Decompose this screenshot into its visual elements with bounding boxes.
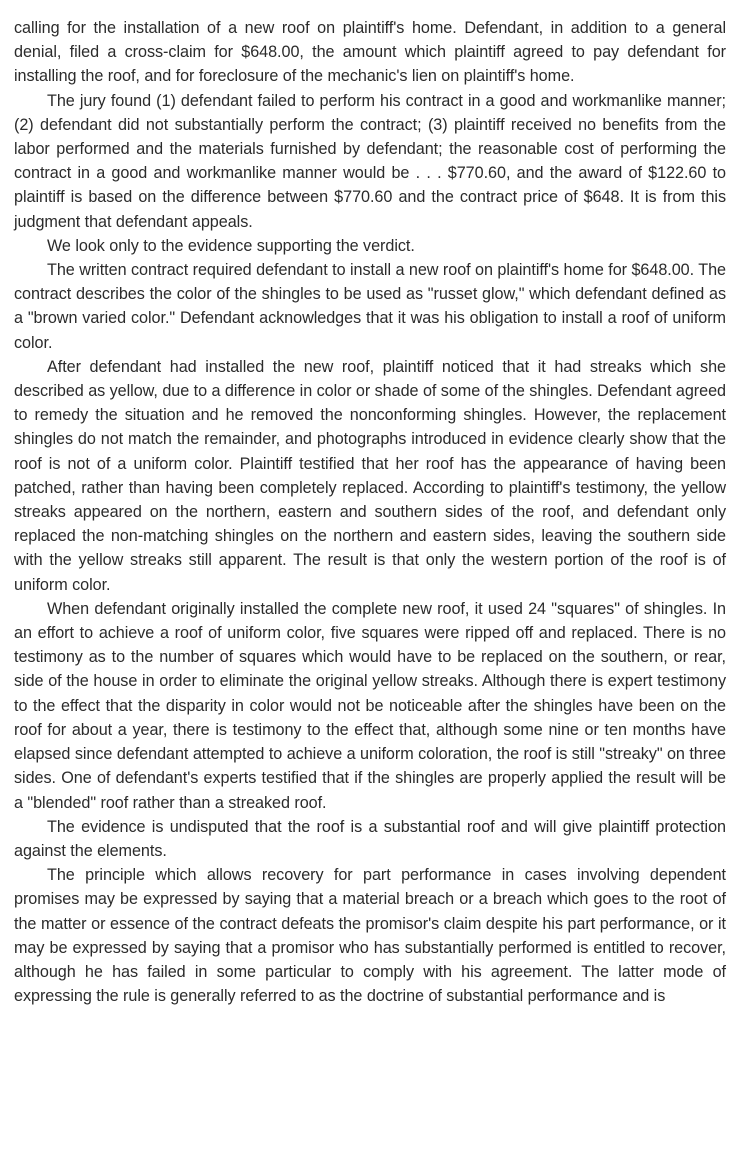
paragraph-8: The principle which allows recovery for part performance in cases involving dependent promises may be expressed by saying that a material breach or a breach which goes to the root of the matter or essence of the contract defeats the promisor's claim despite his part performance, or it may be expressed by saying that a promisor who has substantially performed is entitled to recover, although he has failed in some particular to comply with his agreement. The latter mode of expressing the rule is generally referred to as the doctrine of substantial performance and is [14, 866, 726, 1006]
document-page [14, 16, 726, 1008]
paragraph-3: We look only to the evidence supporting the verdict. [47, 236, 415, 255]
paragraph-6: When defendant originally installed the complete new roof, it used 24 "squares" of shingles. In an effort to achieve a roof of uniform color, five squares were ripped off and replaced. There is no testimony as to the number of squares which would have to be replaced on the southern, or rear, side of the house in order to eliminate the original yellow streaks. Although there is expert testimony to the effect that the disparity in color would not be noticeable after the shingles have been on the roof for about a year, there is testimony to the effect that, although some nine or ten months have elapsed since defendant attempted to achieve a uniform coloration, the roof is still "streaky" on three sides. One of defendant's experts testified that if the shingles are properly applied the result will be a "blended" roof rather than a streaked roof. [14, 599, 726, 812]
paragraph-4: The written contract required defendant to install a new roof on plaintiff's home for $648.00. The contract describes the color of the shingles to be used as "russet glow," which defendant defined as a "brown varied color." Defendant acknowledges that it was his obligation to install a roof of uniform color. [14, 261, 726, 352]
paragraph-5: After defendant had installed the new roof, plaintiff noticed that it had streaks which she described as yellow, due to a difference in color or shade of some of the shingles. Defendant agreed to remedy the situation and he removed the nonconforming shingles. However, the replacement shingles do not match the remainder, and photographs introduced in evidence clearly show that the roof is not of a uniform color. Plaintiff testified that her roof has the appearance of having been patched, rather than having been completely replaced. According to plaintiff's testimony, the yellow streaks appeared on the northern, eastern and southern sides of the roof, and defendant only replaced the non-matching shingles on the northern and eastern sides, leaving the southern side with the yellow streaks still apparent. The result is that only the western portion of the roof is of uniform color. [14, 357, 726, 594]
paragraph-1: calling for the installation of a new roof on plaintiff's home. Defendant, in addition to a general denial, filed a cross-claim for $648.00, the amount which plaintiff agreed to pay defendant for installing the roof, and for foreclosure of the mechanic's lien on plaintiff's home. [14, 19, 726, 86]
paragraph-7: The evidence is undisputed that the roof is a substantial roof and will give plaintiff protection against the elements. [14, 817, 726, 860]
paragraph-2: The jury found (1) defendant failed to perform his contract in a good and workmanlike manner; (2) defendant did not substantially perform the contract; (3) plaintiff received no benefits from the labor performed and the materials furnished by defendant; the reasonable cost of performing the contract in a good and workmanlike manner would be . . . $770.60, and the award of $122.60 to plaintiff is based on the difference between $770.60 and the contract price of $648. It is from this judgment that defendant appeals. [14, 91, 726, 231]
